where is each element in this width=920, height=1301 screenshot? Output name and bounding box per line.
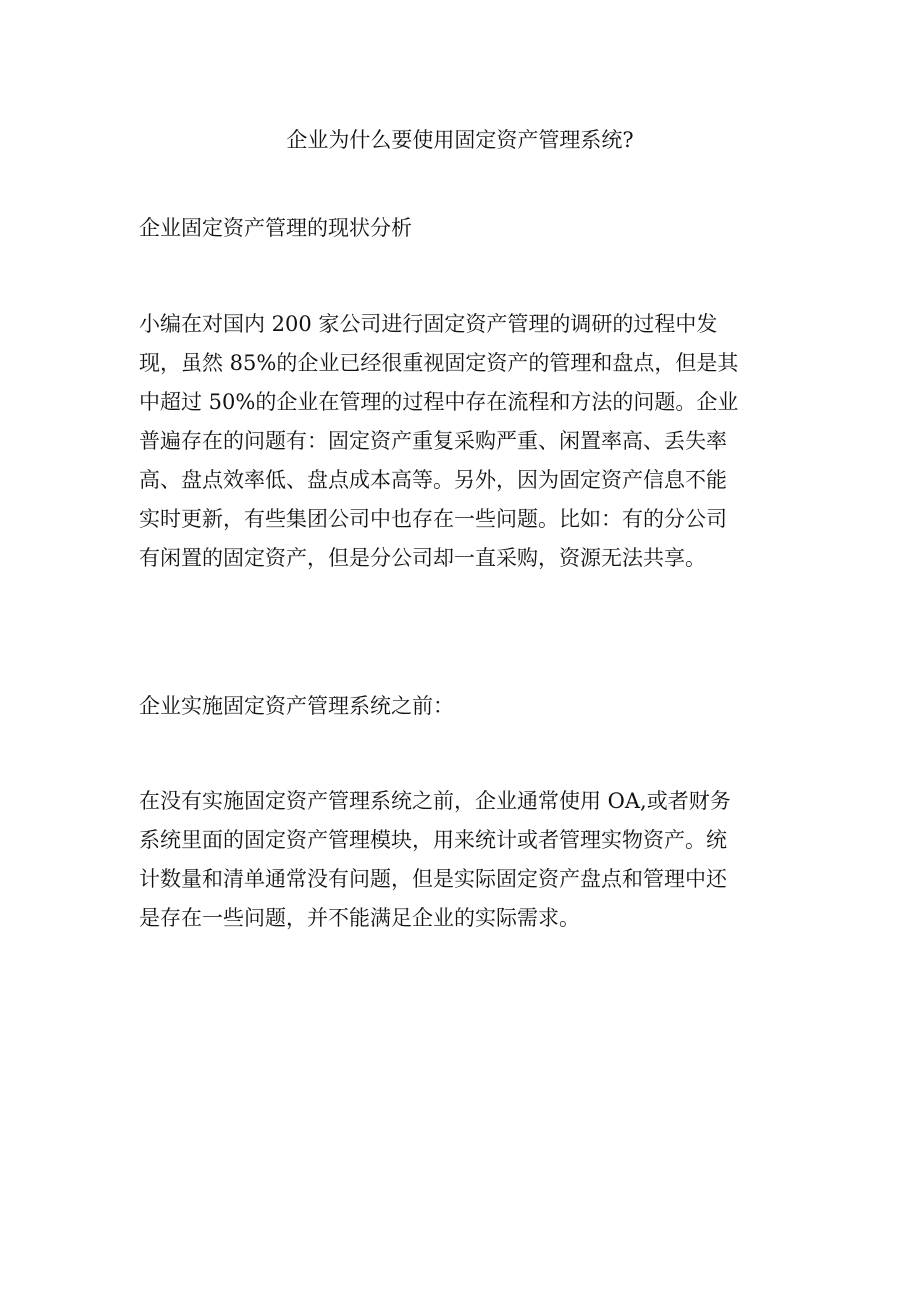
paragraph-status-analysis (139, 305, 799, 578)
section-heading-status-analysis: 企业固定资产管理的现状分析 (139, 216, 412, 240)
paragraph-line: 系统里面的固定资产管理模块，用来统计或者管理实物资产。统 (139, 828, 727, 852)
section-heading-before-implementation: 企业实施固定资产管理系统之前： (139, 694, 454, 718)
paragraph-line: 小编在对国内 200 家公司进行固定资产管理的调研的过程中发 (139, 312, 718, 336)
paragraph-line: 高、盘点效率低、盘点成本高等。另外，因为固定资产信息不能 (139, 468, 727, 492)
document-title: 企业为什么要使用固定资产管理系统? (286, 128, 634, 152)
paragraph-line: 在没有实施固定资产管理系统之前，企业通常使用 OA,或者财务 (139, 789, 731, 813)
paragraph-line: 中超过 50%的企业在管理的过程中存在流程和方法的问题。企业 (139, 390, 739, 414)
paragraph-line: 有闲置的固定资产，但是分公司却一直采购，资源无法共享。 (139, 546, 706, 570)
paragraph-line: 是存在一些问题，并不能满足企业的实际需求。 (139, 906, 580, 930)
paragraph-line: 计数量和清单通常没有问题，但是实际固定资产盘点和管理中还 (139, 867, 727, 891)
paragraph-before-implementation (139, 782, 799, 938)
paragraph-line: 现，虽然 85%的企业已经很重视固定资产的管理和盘点，但是其 (139, 351, 739, 375)
paragraph-line: 实时更新，有些集团公司中也存在一些问题。比如：有的分公司 (139, 507, 727, 531)
paragraph-line: 普遍存在的问题有：固定资产重复采购严重、闲置率高、丢失率 (139, 429, 727, 453)
